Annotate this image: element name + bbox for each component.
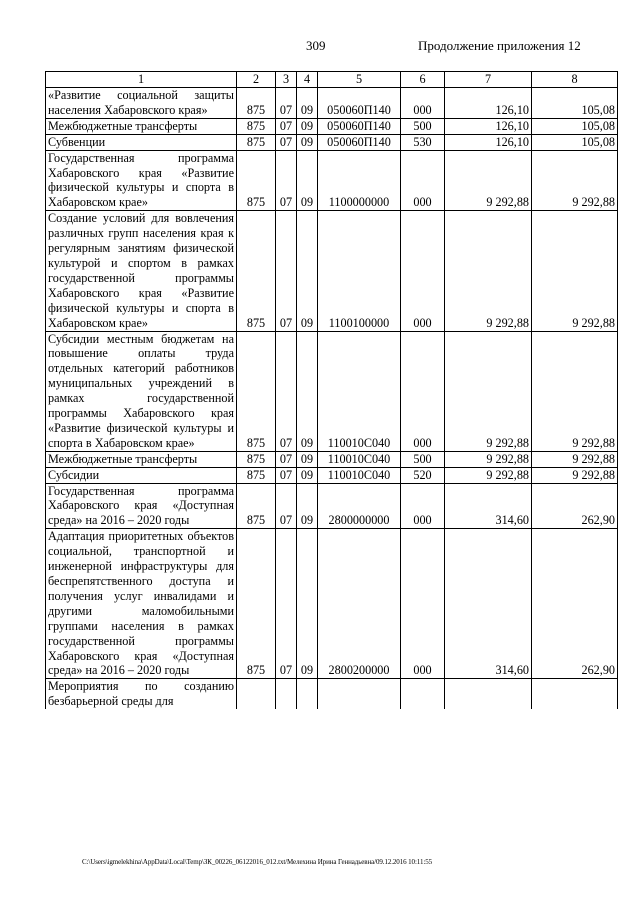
expense-type-code bbox=[401, 679, 445, 709]
expense-type-code: 520 bbox=[401, 467, 445, 483]
row-description: Адаптация приоритетных объектов социальной, транспортной и инженерной инфраструктуры для беспрепятственного доступа и получения услуг инвалидами и другими маломобильными группами населения в рамках государственной программы Хабаровского края «Доступная среда» на 2016 – 2020 годы bbox=[46, 529, 237, 679]
column-header-7: 7 bbox=[445, 72, 532, 88]
row-description: Межбюджетные трансферты bbox=[46, 118, 237, 134]
amount-col8: 105,08 bbox=[532, 88, 618, 119]
subsection-code: 09 bbox=[297, 529, 318, 679]
row-description: Субсидии bbox=[46, 467, 237, 483]
section-code: 07 bbox=[276, 529, 297, 679]
ministry-code: 875 bbox=[237, 211, 276, 331]
amount-col7 bbox=[445, 679, 532, 709]
column-header-8: 8 bbox=[532, 72, 618, 88]
row-description: Мероприятия по созданию безбарьерной среды для bbox=[46, 679, 237, 709]
section-code: 07 bbox=[276, 211, 297, 331]
subsection-code: 09 bbox=[297, 483, 318, 529]
appendix-continuation-label: Продолжение приложения 12 bbox=[418, 38, 581, 53]
expense-type-code: 000 bbox=[401, 331, 445, 451]
file-path-footer: C:\Users\igmelekhina\AppData\Local\Temp\ЗК_00226_06122016_012.txt/Мелехина Ирина Геннадьевна/09.12.2016 10:11:55 bbox=[82, 858, 432, 866]
expense-type-code: 000 bbox=[401, 150, 445, 211]
row-description: Межбюджетные трансферты bbox=[46, 451, 237, 467]
column-header-6: 6 bbox=[401, 72, 445, 88]
amount-col8: 9 292,88 bbox=[532, 451, 618, 467]
amount-col8 bbox=[532, 679, 618, 709]
amount-col8: 262,90 bbox=[532, 529, 618, 679]
expense-type-code: 500 bbox=[401, 118, 445, 134]
amount-col7: 9 292,88 bbox=[445, 331, 532, 451]
section-code: 07 bbox=[276, 451, 297, 467]
table-row bbox=[46, 150, 618, 211]
amount-col8: 105,08 bbox=[532, 134, 618, 150]
amount-col8: 9 292,88 bbox=[532, 150, 618, 211]
ministry-code bbox=[237, 679, 276, 709]
amount-col7: 314,60 bbox=[445, 529, 532, 679]
amount-col7: 9 292,88 bbox=[445, 451, 532, 467]
target-article-code: 110010С040 bbox=[318, 331, 401, 451]
subsection-code: 09 bbox=[297, 331, 318, 451]
expense-type-code: 000 bbox=[401, 483, 445, 529]
amount-col8: 105,08 bbox=[532, 118, 618, 134]
subsection-code bbox=[297, 679, 318, 709]
column-header-2: 2 bbox=[237, 72, 276, 88]
amount-col8: 9 292,88 bbox=[532, 211, 618, 331]
expense-type-code: 000 bbox=[401, 529, 445, 679]
column-header-5: 5 bbox=[318, 72, 401, 88]
ministry-code: 875 bbox=[237, 529, 276, 679]
row-description: Государственная программа Хабаровского края «Развитие физической культуры и спорта в Хабаровском крае» bbox=[46, 150, 237, 211]
target-article-code: 050060П140 bbox=[318, 88, 401, 119]
amount-col7: 314,60 bbox=[445, 483, 532, 529]
expense-type-code: 530 bbox=[401, 134, 445, 150]
amount-col7: 9 292,88 bbox=[445, 467, 532, 483]
target-article-code: 110010С040 bbox=[318, 467, 401, 483]
subsection-code: 09 bbox=[297, 88, 318, 119]
amount-col7: 126,10 bbox=[445, 134, 532, 150]
table-row bbox=[46, 679, 618, 709]
target-article-code: 050060П140 bbox=[318, 134, 401, 150]
amount-col7: 9 292,88 bbox=[445, 150, 532, 211]
amount-col8: 9 292,88 bbox=[532, 467, 618, 483]
ministry-code: 875 bbox=[237, 134, 276, 150]
ministry-code: 875 bbox=[237, 483, 276, 529]
target-article-code: 2800200000 bbox=[318, 529, 401, 679]
ministry-code: 875 bbox=[237, 88, 276, 119]
column-header-1: 1 bbox=[46, 72, 237, 88]
table-row bbox=[46, 88, 618, 119]
table-row bbox=[46, 529, 618, 679]
table-row bbox=[46, 467, 618, 483]
target-article-code bbox=[318, 679, 401, 709]
amount-col7: 9 292,88 bbox=[445, 211, 532, 331]
subsection-code: 09 bbox=[297, 451, 318, 467]
column-header-4: 4 bbox=[297, 72, 318, 88]
table-row bbox=[46, 483, 618, 529]
row-description: Создание условий для вовлечения различных групп населения края к регулярным занятиям физической культурой и спортом в рамках государственной программы Хабаровского края «Развитие физической культуры и спорта в Хабаровском крае» bbox=[46, 211, 237, 331]
row-description: Субвенции bbox=[46, 134, 237, 150]
expense-type-code: 500 bbox=[401, 451, 445, 467]
amount-col8: 262,90 bbox=[532, 483, 618, 529]
section-code: 07 bbox=[276, 467, 297, 483]
ministry-code: 875 bbox=[237, 331, 276, 451]
ministry-code: 875 bbox=[237, 118, 276, 134]
section-code bbox=[276, 679, 297, 709]
expense-type-code: 000 bbox=[401, 88, 445, 119]
table-header-row bbox=[46, 72, 618, 88]
row-description: Государственная программа Хабаровского края «Доступная среда» на 2016 – 2020 годы bbox=[46, 483, 237, 529]
page-number: 309 bbox=[306, 38, 326, 53]
table-row bbox=[46, 118, 618, 134]
target-article-code: 1100100000 bbox=[318, 211, 401, 331]
target-article-code: 050060П140 bbox=[318, 118, 401, 134]
table-row bbox=[46, 331, 618, 451]
row-description: Субсидии местным бюджетам на повышение оплаты труда отдельных категорий работников муниципальных учреждений в рамках государственной программы Хабаровского края «Развитие физической культуры и спорта в Хабаровском крае» bbox=[46, 331, 237, 451]
section-code: 07 bbox=[276, 118, 297, 134]
subsection-code: 09 bbox=[297, 118, 318, 134]
target-article-code: 1100000000 bbox=[318, 150, 401, 211]
amount-col8: 9 292,88 bbox=[532, 331, 618, 451]
amount-col7: 126,10 bbox=[445, 88, 532, 119]
table-row bbox=[46, 134, 618, 150]
section-code: 07 bbox=[276, 483, 297, 529]
subsection-code: 09 bbox=[297, 134, 318, 150]
target-article-code: 110010С040 bbox=[318, 451, 401, 467]
ministry-code: 875 bbox=[237, 150, 276, 211]
target-article-code: 2800000000 bbox=[318, 483, 401, 529]
expense-type-code: 000 bbox=[401, 211, 445, 331]
table-row bbox=[46, 451, 618, 467]
ministry-code: 875 bbox=[237, 467, 276, 483]
section-code: 07 bbox=[276, 134, 297, 150]
table-row bbox=[46, 211, 618, 331]
subsection-code: 09 bbox=[297, 467, 318, 483]
subsection-code: 09 bbox=[297, 211, 318, 331]
amount-col7: 126,10 bbox=[445, 118, 532, 134]
column-header-3: 3 bbox=[276, 72, 297, 88]
section-code: 07 bbox=[276, 88, 297, 119]
subsection-code: 09 bbox=[297, 150, 318, 211]
ministry-code: 875 bbox=[237, 451, 276, 467]
section-code: 07 bbox=[276, 331, 297, 451]
budget-table bbox=[45, 71, 618, 709]
row-description: «Развитие социальной защиты населения Хабаровского края» bbox=[46, 88, 237, 119]
section-code: 07 bbox=[276, 150, 297, 211]
